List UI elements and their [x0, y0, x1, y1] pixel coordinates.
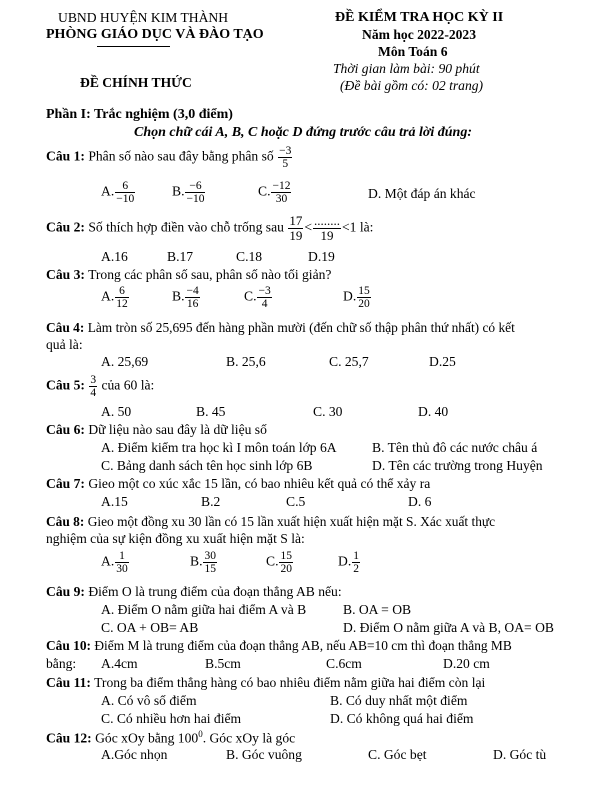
q1-option-b[interactable]: B. $\frac{-6}{-10}$	[172, 180, 205, 206]
q3-option-b[interactable]: B. $\frac{-4}{16}$	[172, 285, 199, 311]
header-agency: UBND HUYỆN KIM THÀNH	[58, 10, 229, 25]
q10-option-a[interactable]: A.4cm	[101, 656, 138, 671]
question-4: Câu 4: Làm tròn số 25,695 đến hàng phần mười (đến chữ số thập phân thứ nhất) có kết	[46, 320, 515, 335]
exam-title: ĐỀ KIỂM TRA HỌC KỲ II	[335, 10, 504, 25]
subject: Môn Toán 6	[378, 44, 448, 59]
q11-option-b[interactable]: B. Có duy nhất một điểm	[330, 693, 468, 708]
question-7: Câu 7: Gieo một co xúc xắc 15 lần, có bao nhiêu kết quả có thể xảy ra	[46, 476, 431, 491]
q9-option-d[interactable]: D. Điểm O nằm giữa A và B, OA= OB	[343, 620, 554, 635]
q10-option-d[interactable]: D.20 cm	[443, 656, 490, 671]
official-label: ĐỀ CHÍNH THỨC	[80, 75, 192, 90]
exam-time: Thời gian làm bài: 90 phút	[333, 61, 480, 76]
q2-option-c[interactable]: C.18	[236, 249, 263, 264]
q10-option-c[interactable]: C.6cm	[326, 656, 362, 671]
question-11: Câu 11: Trong ba điểm thẳng hàng có bao nhiêu điểm nằm giữa hai điểm còn lại	[46, 675, 486, 690]
header-department: PHÒNG GIÁO DỤC VÀ ĐÀO TẠO	[46, 27, 264, 42]
q1-fraction: $\frac{-3}{5}$	[279, 145, 292, 171]
question-6: Câu 6: Dữ liệu nào sau đây là dữ liệu số	[46, 422, 267, 437]
q7-option-a[interactable]: A.15	[101, 494, 128, 509]
question-3: Câu 3: Trong các phân số sau, phân số nào tối giản?	[46, 267, 332, 282]
q10-text-cont: bằng:	[46, 656, 77, 671]
question-2: Câu 2: Số thích hợp điền vào chỗ trống sau $\frac{17}{19}$ < $\frac{........}{19}$ <1 là:	[46, 213, 374, 243]
header-underline	[97, 46, 170, 47]
q2-fraction-blank: $\frac{........}{19}$	[313, 213, 340, 243]
page-count: (Đề bài gồm có: 02 trang)	[340, 78, 484, 93]
school-year: Năm học 2022-2023	[362, 27, 477, 42]
question-12: Câu 12: Góc xOy bằng $100^0$. Góc xOy là góc	[46, 729, 296, 746]
q1-text: Phân số nào sau đây bằng phân số	[88, 148, 274, 164]
q4-text-cont: quả là:	[46, 337, 83, 352]
q3-option-c[interactable]: C. $\frac{-3}{4}$	[244, 285, 271, 311]
q1-option-d[interactable]: D. Một đáp án khác	[368, 186, 476, 201]
q2-option-d[interactable]: D.19	[308, 249, 335, 264]
question-9: Câu 9: Điểm O là trung điểm của đoạn thẳng AB nếu:	[46, 584, 342, 599]
q1-option-a[interactable]: A. $\frac{6}{-10}$	[101, 180, 135, 206]
q5-option-b[interactable]: B. 45	[196, 404, 226, 419]
part1-instruction: Chọn chữ cái A, B, C hoặc D đứng trước câu trả lời đúng:	[134, 125, 472, 140]
q8-text-cont: nghiệm của sự kiện đồng xu xuất hiện mặt S là:	[46, 531, 305, 546]
q3-option-a[interactable]: A. $\frac{6}{12}$	[101, 285, 128, 311]
q12-option-b[interactable]: B. Góc vuông	[226, 747, 302, 762]
q9-option-b[interactable]: B. OA = OB	[343, 602, 412, 617]
q8-option-d[interactable]: D. $\frac{1}{2}$	[338, 550, 359, 576]
q12-option-a[interactable]: A.Góc nhọn	[101, 747, 168, 762]
q8-option-b[interactable]: B. $\frac{30}{15}$	[190, 550, 216, 576]
question-10: Câu 10: Điểm M là trung điểm của đoạn thẳng AB, nếu AB=10 cm thì đoạn thẳng MB	[46, 638, 512, 653]
question-1	[46, 145, 293, 170]
q2-option-b[interactable]: B.17	[167, 249, 194, 264]
question-8: Câu 8: Gieo một đồng xu 30 lần có 15 lần xuất hiện xuất hiện mặt S. Xác xuất thực	[46, 514, 496, 529]
q7-option-b[interactable]: B.2	[201, 494, 221, 509]
q11-option-d[interactable]: D. Có không quá hai điểm	[330, 711, 474, 726]
q4-option-d[interactable]: D.25	[429, 354, 456, 369]
q4-option-b[interactable]: B. 25,6	[226, 354, 266, 369]
q8-option-c[interactable]: C. $\frac{15}{20}$	[266, 550, 292, 576]
q6-option-a[interactable]: A. Điểm kiểm tra học kì I môn toán lớp 6A	[101, 440, 337, 455]
q1-label: Câu 1:	[46, 148, 85, 164]
q9-option-c[interactable]: C. OA + OB= AB	[101, 620, 199, 635]
part1-title: Phần I: Trắc nghiệm (3,0 điểm)	[46, 107, 233, 122]
question-5: Câu 5: $\frac{3}{4}$ của 60 là:	[46, 374, 155, 400]
q7-option-c[interactable]: C.5	[286, 494, 306, 509]
q10-option-b[interactable]: B.5cm	[205, 656, 241, 671]
q6-option-d[interactable]: D. Tên các trường trong Huyện	[372, 458, 543, 473]
q1-option-c[interactable]: C. $\frac{-12}{30}$	[258, 180, 291, 206]
q4-option-c[interactable]: C. 25,7	[329, 354, 369, 369]
q5-option-a[interactable]: A. 50	[101, 404, 132, 419]
q8-option-a[interactable]: A. $\frac{1}{30}$	[101, 550, 128, 576]
q11-option-a[interactable]: A. Có vô số điểm	[101, 693, 197, 708]
q11-option-c[interactable]: C. Có nhiều hơn hai điểm	[101, 711, 242, 726]
q12-option-d[interactable]: D. Góc tù	[493, 747, 547, 762]
q12-option-c[interactable]: C. Góc bẹt	[368, 747, 427, 762]
q3-option-d[interactable]: D. $\frac{15}{20}$	[343, 285, 370, 311]
q9-option-a[interactable]: A. Điểm O nằm giữa hai điểm A và B	[101, 602, 307, 617]
q5-option-d[interactable]: D. 40	[418, 404, 449, 419]
q5-option-c[interactable]: C. 30	[313, 404, 343, 419]
q2-fraction-left: $\frac{17}{19}$	[289, 213, 303, 243]
q6-option-c[interactable]: C. Bảng danh sách tên học sinh lớp 6B	[101, 458, 313, 473]
q2-option-a[interactable]: A.16	[101, 249, 128, 264]
q5-fraction: $\frac{3}{4}$	[90, 374, 97, 400]
q4-option-a[interactable]: A. 25,69	[101, 354, 149, 369]
q6-option-b[interactable]: B. Tên thủ đô các nước châu á	[372, 440, 538, 455]
q7-option-d[interactable]: D. 6	[408, 494, 432, 509]
